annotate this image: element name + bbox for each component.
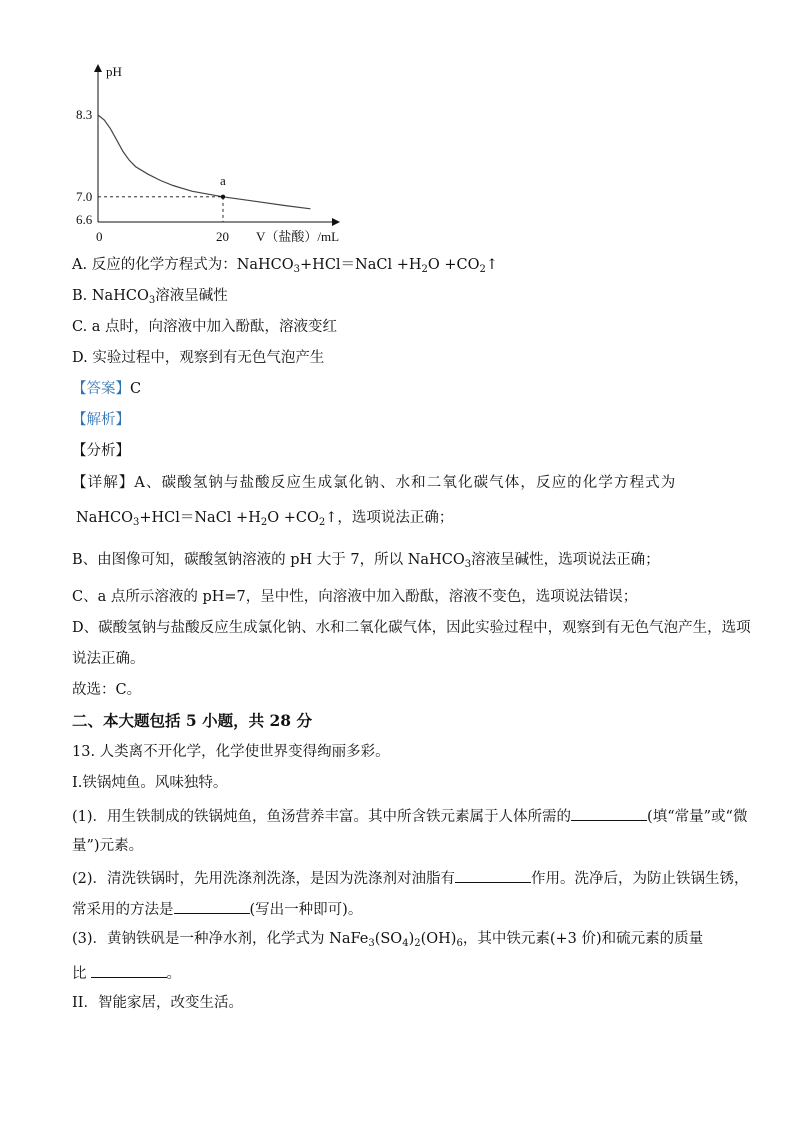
sub: 3 [293, 264, 301, 275]
ph-curve [98, 115, 311, 209]
q13-s3-text: (3)．黄钠铁矾是一种净水剂，化学式为 NaFe [72, 931, 369, 947]
answer-blank[interactable] [91, 962, 167, 978]
sub: 3 [132, 517, 140, 528]
q13-s3-cont [72, 962, 181, 984]
sub: 4 [402, 938, 409, 949]
q13-s2-text: (2)．清洗铁锅时，先用洗涤剂洗涤，是因为洗涤剂对油脂有 [72, 871, 456, 887]
x-axis-arrow [332, 218, 340, 226]
sub: 2 [479, 264, 486, 275]
section-heading: 二、本大题包括 5 小题，共 28 分 [72, 711, 312, 730]
q13-s1-text: (1)．用生铁制成的铁锅炖鱼，鱼汤营养丰富。其中所含铁元素属于人体所需的 [72, 809, 572, 825]
q13-s2-cont [72, 898, 362, 920]
detail-b-text: 溶液呈碱性，选项说法正确； [471, 552, 660, 568]
x-tick-label: 0 [96, 229, 103, 244]
detail-line-c: C、a 点所示溶液的 pH=7，呈中性，向溶液中加入酚酞，溶液不变色，选项说法错误； [72, 589, 638, 605]
q13-s1-text: (填“常量”或“微 [647, 809, 748, 825]
answer-blank[interactable] [571, 805, 647, 821]
conclusion: 故选：C。 [72, 682, 142, 698]
sub: 2 [318, 517, 326, 528]
y-axis-label: pH [106, 64, 122, 79]
eq-text: ↑，选项说法正确； [325, 510, 454, 526]
sub: 2 [260, 517, 268, 528]
point-a [221, 195, 225, 199]
option-b-text: 溶液呈碱性 [155, 288, 228, 304]
q13-s3-text: ) [408, 931, 415, 947]
q13-s3-text: 。 [166, 966, 181, 982]
sub: 3 [368, 938, 375, 949]
sub: 3 [148, 295, 156, 306]
y-axis-arrow [94, 64, 102, 72]
y-tick-label: 8.3 [76, 107, 93, 122]
option-c: C. a 点时，向溶液中加入酚酞，溶液变红 [72, 319, 338, 335]
sub: 2 [421, 264, 428, 275]
eq-text: +HCl＝NaCl +H [139, 510, 261, 526]
q13-s3-text: (OH) [420, 931, 457, 947]
q13-s2-text: 作用。洗净后，为防止铁锅生锈， [531, 871, 749, 887]
q13-s1 [72, 805, 747, 827]
answer-value: C [130, 381, 142, 397]
q13-intro: 13. 人类离不开化学，化学使世界变得绚丽多彩。 [72, 744, 390, 760]
sub: 3 [464, 559, 472, 570]
detail-line-d1: D、碳酸氢钠与盐酸反应生成氯化钠、水和二氧化碳气体，因此实验过程中，观察到有无色气泡产生，选项 [72, 620, 751, 636]
detail-line-b [72, 550, 660, 570]
q13-s1-cont: 量”)元素。 [72, 838, 144, 854]
x-axis-label: V（盐酸）/mL [256, 229, 340, 244]
fenxi-label: 【分析】 [72, 443, 130, 459]
answer-blank[interactable] [174, 898, 250, 914]
option-b-text: B. NaHCO [72, 288, 149, 304]
sub: 2 [414, 938, 421, 949]
q13-s2-text: (写出一种即可)。 [249, 902, 363, 918]
option-a-text: O +CO [427, 257, 480, 273]
q13-s3 [72, 929, 703, 949]
option-d: D. 实验过程中，观察到有无色气泡产生 [72, 350, 325, 366]
option-a-text: +HCl＝NaCl +H [300, 257, 422, 273]
q13-part1: I.铁锅炖鱼。风味独特。 [72, 775, 228, 791]
y-tick-label: 6.6 [76, 212, 93, 227]
option-b [72, 286, 228, 306]
option-a-arrow: ↑ [485, 257, 499, 273]
chart-axes [94, 64, 340, 226]
answer-line [72, 379, 141, 399]
option-a [72, 255, 498, 275]
point-a-label: a [220, 172, 226, 188]
detail-equation [76, 508, 453, 528]
answer-label: 【答案】 [72, 381, 130, 397]
sub: 6 [456, 938, 463, 949]
eq-text: O +CO [267, 510, 319, 526]
analysis-label: 【解析】 [72, 412, 130, 428]
q13-s3-text: 比 [72, 966, 87, 982]
q13-s3-text: ，其中铁元素(+3 价)和硫元素的质量 [462, 931, 704, 947]
y-tick-label: 7.0 [76, 188, 93, 204]
detail-b-text: B、由图像可知，碳酸氢钠溶液的 pH 大于 7，所以 NaHCO [72, 552, 465, 568]
detail-line-d2: 说法正确。 [72, 651, 145, 667]
q13-s2 [72, 867, 749, 889]
ph-titration-chart [70, 60, 360, 250]
q13-s2-text: 常采用的方法是 [72, 902, 174, 918]
answer-blank[interactable] [455, 867, 531, 883]
q13-part2: II．智能家居，改变生活。 [72, 995, 243, 1011]
option-a-text: A. 反应的化学方程式为：NaHCO [72, 257, 294, 273]
q13-s3-text: (SO [374, 931, 403, 947]
eq-text: NaHCO [76, 510, 133, 526]
detail-line-1: 【详解】A、碳酸氢钠与盐酸反应生成氯化钠、水和二氧化碳气体，反应的化学方程式为 [72, 475, 677, 491]
x-tick-label: 20 [216, 229, 229, 244]
